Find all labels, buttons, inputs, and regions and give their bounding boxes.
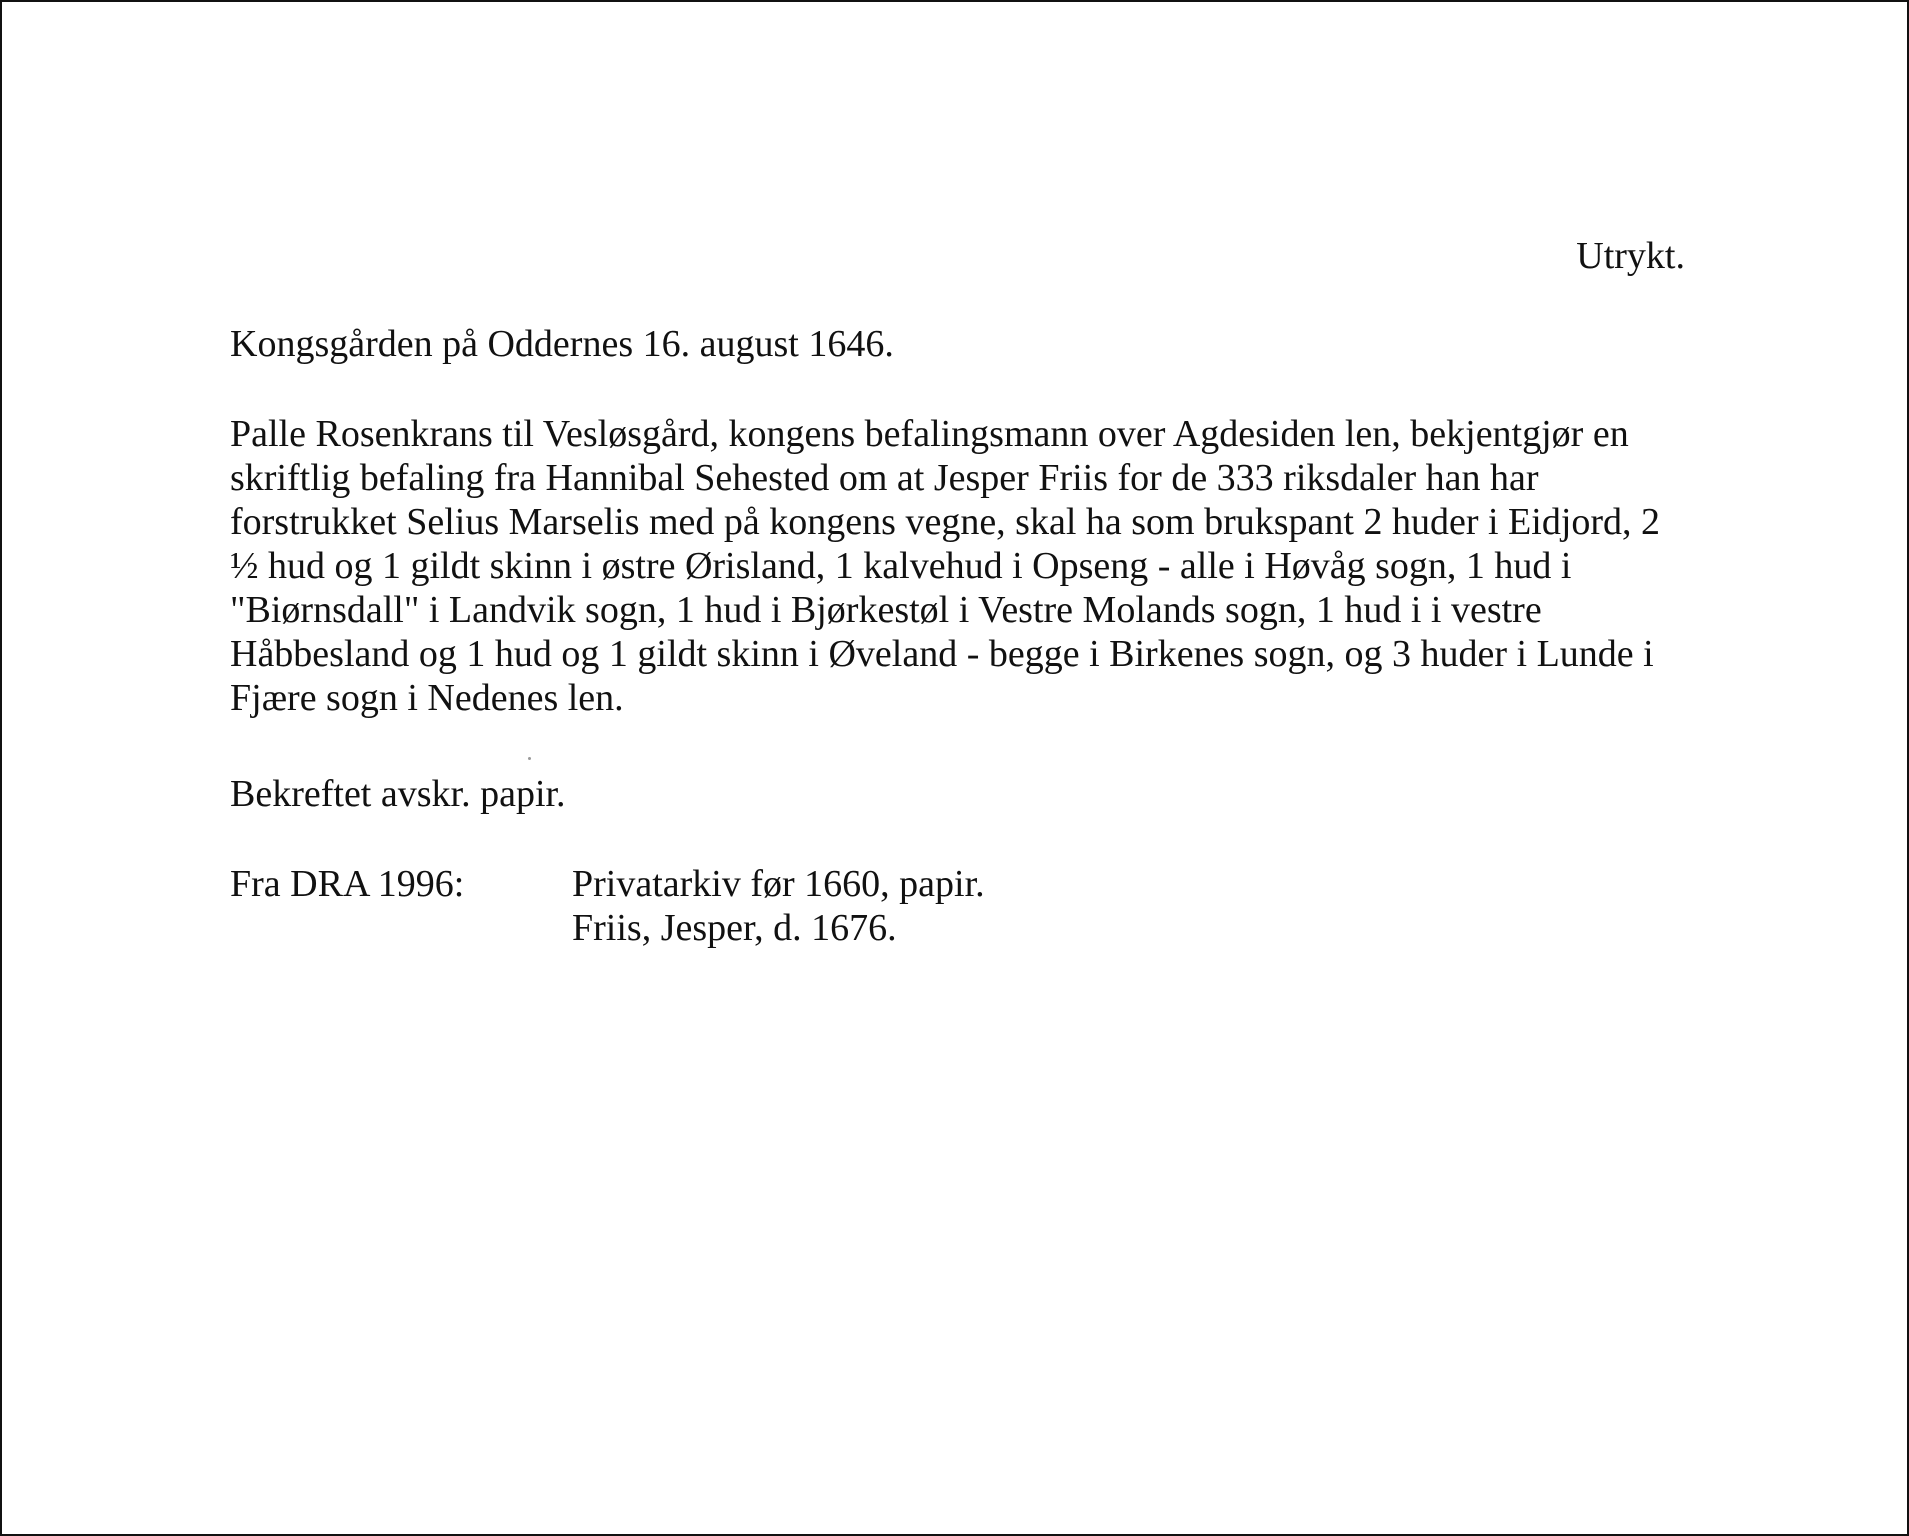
dateline: Kongsgården på Oddernes 16. august 1646.	[230, 323, 894, 365]
summary-line: skriftlig befaling fra Hannibal Sehested om at Jesper Friis for de 333 riksdaler han har	[230, 457, 1539, 499]
source-details	[572, 862, 985, 950]
summary-line: Palle Rosenkrans til Vesløsgård, kongens befalingsmann over Agdesiden len, bekjentgjør en	[230, 413, 1629, 455]
print-status: Utrykt.	[1576, 235, 1685, 277]
summary-line: Fjære sogn i Nedenes len.	[230, 677, 624, 719]
summary-line: Håbbesland og 1 hud og 1 gildt skinn i Øveland - begge i Birkenes sogn, og 3 huder i Lunde i	[230, 633, 1654, 675]
summary-line: ½ hud og 1 gildt skinn i østre Ørisland, 1 kalvehud i Opseng - alle i Høvåg sogn, 1 hud i	[230, 545, 1572, 587]
source-label: Fra DRA 1996:	[230, 863, 465, 905]
confirmation-note: Bekreftet avskr. papir.	[230, 773, 566, 815]
source-line: Privatarkiv før 1660, papir.	[572, 863, 985, 905]
summary-paragraph	[230, 412, 1690, 720]
scan-speck	[528, 757, 531, 760]
source-line: Friis, Jesper, d. 1676.	[572, 907, 897, 949]
summary-line: "Biørnsdall" i Landvik sogn, 1 hud i Bjørkestøl i Vestre Molands sogn, 1 hud i i vestre	[230, 589, 1542, 631]
summary-line: forstrukket Selius Marselis med på kongens vegne, skal ha som brukspant 2 huder i Eidjord, 2	[230, 501, 1661, 543]
